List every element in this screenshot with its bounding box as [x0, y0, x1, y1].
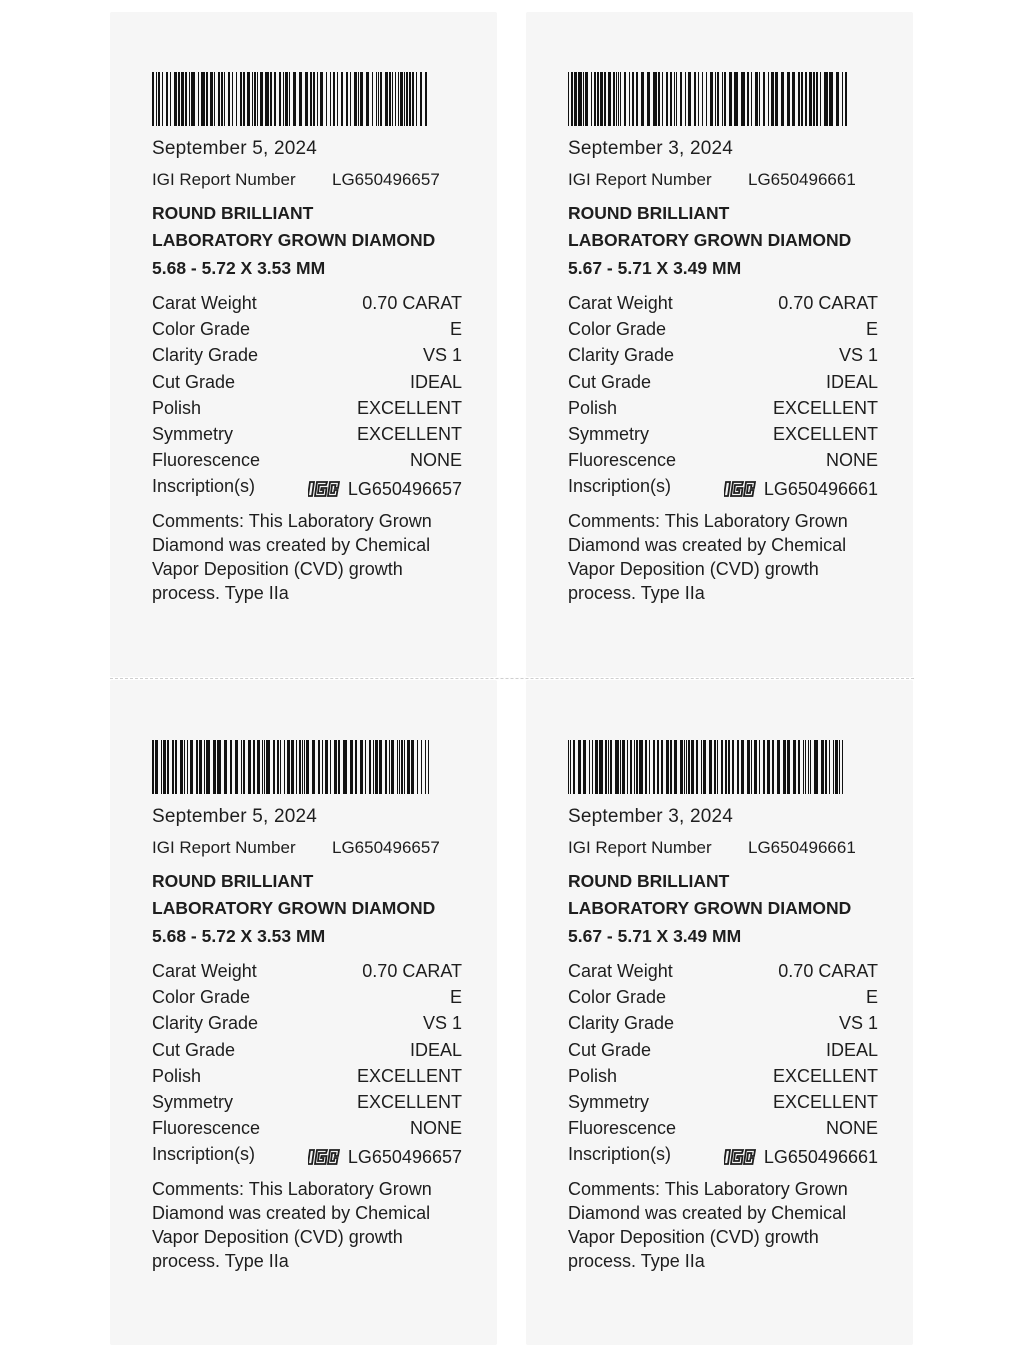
igi-report-card [526, 12, 913, 677]
grade-row [152, 319, 462, 345]
measurements: 5.67 - 5.71 X 3.49 MM [568, 926, 742, 946]
grade-row [152, 1066, 462, 1092]
grade-value: EXCELLENT [356, 1091, 462, 1112]
shape-title: ROUND BRILLIANT [568, 203, 730, 223]
grades-list [152, 293, 462, 476]
inscription-label: Inscription(s) [568, 1144, 672, 1165]
igi-report-card [110, 680, 497, 1345]
grade-label: Carat Weight [152, 961, 257, 981]
inscription-label: Inscription(s) [152, 476, 256, 497]
grade-row [152, 1092, 462, 1118]
report-number: LG650496661 [748, 838, 856, 857]
grade-label: Polish [568, 1065, 618, 1086]
grade-label: Cut Grade [152, 1039, 236, 1060]
comments-text: Comments: This Laboratory Grown Diamond was created by Chemical Vapor Deposition (CVD) growth process. Type IIa [152, 1178, 432, 1272]
grade-label: Color Grade [152, 987, 251, 1008]
barcode-icon [568, 72, 848, 126]
igi-report-card [110, 12, 497, 677]
grade-label: Symmetry [568, 1091, 649, 1112]
report-number-label: IGI Report Number [568, 170, 712, 189]
comments-text: Comments: This Laboratory Grown Diamond was created by Chemical Vapor Deposition (CVD) growth process. Type IIa [568, 1178, 848, 1272]
report-date: September 5, 2024 [152, 138, 318, 159]
grade-value: 0.70 CARAT [362, 293, 462, 313]
report-number-label: IGI Report Number [152, 838, 296, 857]
grade-label: Clarity Grade [152, 1013, 259, 1034]
grade-label: Color Grade [568, 987, 667, 1008]
comments-text: Comments: This Laboratory Grown Diamond was created by Chemical Vapor Deposition (CVD) growth process. Type IIa [568, 510, 848, 604]
igi-logo-icon [308, 1148, 342, 1166]
barcode-icon [152, 740, 432, 794]
report-date: September 3, 2024 [568, 138, 734, 159]
inscription-label: Inscription(s) [568, 476, 672, 497]
grade-value: 0.70 CARAT [362, 961, 462, 981]
grade-row [152, 345, 462, 371]
inscription-value: LG650496657 [347, 478, 462, 499]
grade-label: Polish [152, 397, 202, 418]
grade-value: VS 1 [838, 1013, 878, 1034]
grade-value: 0.70 CARAT [778, 961, 878, 981]
igi-logo-icon [308, 480, 342, 498]
grade-value: EXCELLENT [356, 1065, 462, 1086]
diamond-type-title: LABORATORY GROWN DIAMOND [568, 230, 852, 250]
grade-row [568, 1013, 878, 1039]
igi-logo-icon [724, 1148, 758, 1166]
grade-label: Fluorescence [568, 450, 677, 471]
inscription-value: LG650496657 [347, 1146, 462, 1167]
grade-row [568, 293, 878, 319]
grade-label: Cut Grade [568, 371, 652, 392]
report-number: LG650496657 [332, 838, 440, 857]
grade-label: Clarity Grade [568, 345, 675, 366]
grade-value: NONE [825, 450, 878, 471]
grade-label: Polish [152, 1065, 202, 1086]
grade-value: IDEAL [825, 371, 878, 392]
grade-value: 0.70 CARAT [778, 293, 878, 313]
grade-row [152, 1013, 462, 1039]
barcode-icon [152, 72, 432, 126]
report-number-label: IGI Report Number [152, 170, 296, 189]
grade-label: Carat Weight [568, 293, 673, 313]
grade-row [568, 1118, 878, 1144]
grade-row [152, 450, 462, 476]
grade-label: Cut Grade [152, 371, 236, 392]
grade-value: E [449, 319, 462, 340]
grade-label: Fluorescence [152, 1118, 261, 1139]
grade-label: Fluorescence [568, 1118, 677, 1139]
grade-label: Color Grade [568, 319, 667, 340]
grade-label: Polish [568, 397, 618, 418]
grade-label: Symmetry [152, 423, 233, 444]
grade-value: IDEAL [409, 371, 462, 392]
grade-row [568, 1066, 878, 1092]
grade-label: Cut Grade [568, 1039, 652, 1060]
grade-row [152, 961, 462, 987]
inscription-value: LG650496661 [763, 1146, 878, 1167]
cut-line-divider [110, 678, 914, 679]
grade-label: Carat Weight [152, 293, 257, 313]
grade-row [568, 319, 878, 345]
grade-value: IDEAL [825, 1039, 878, 1060]
grade-label: Fluorescence [152, 450, 261, 471]
grade-value: NONE [409, 1118, 462, 1139]
shape-title: ROUND BRILLIANT [152, 871, 314, 891]
grade-row [568, 424, 878, 450]
grade-value: EXCELLENT [772, 1091, 878, 1112]
report-date: September 3, 2024 [568, 806, 734, 827]
grade-value: EXCELLENT [356, 423, 462, 444]
grade-value: EXCELLENT [772, 1065, 878, 1086]
grade-label: Clarity Grade [152, 345, 259, 366]
grade-row [152, 1040, 462, 1066]
diamond-type-title: LABORATORY GROWN DIAMOND [568, 898, 852, 918]
grade-row [152, 293, 462, 319]
grade-row [568, 345, 878, 371]
grades-list [152, 961, 462, 1144]
grade-row [152, 1118, 462, 1144]
measurements: 5.68 - 5.72 X 3.53 MM [152, 926, 326, 946]
diamond-type-title: LABORATORY GROWN DIAMOND [152, 898, 436, 918]
report-number-label: IGI Report Number [568, 838, 712, 857]
grade-value: VS 1 [422, 1013, 462, 1034]
igi-logo-icon [724, 480, 758, 498]
grade-value: E [865, 319, 878, 340]
grades-list [568, 961, 878, 1144]
grade-value: IDEAL [409, 1039, 462, 1060]
grade-label: Symmetry [568, 423, 649, 444]
grade-row [568, 372, 878, 398]
grade-value: NONE [825, 1118, 878, 1139]
measurements: 5.67 - 5.71 X 3.49 MM [568, 258, 742, 278]
report-number: LG650496657 [332, 170, 440, 189]
grade-label: Carat Weight [568, 961, 673, 981]
grade-row [152, 398, 462, 424]
grade-row [568, 987, 878, 1013]
inscription-label: Inscription(s) [152, 1144, 256, 1165]
grade-label: Clarity Grade [568, 1013, 675, 1034]
shape-title: ROUND BRILLIANT [152, 203, 314, 223]
grade-value: EXCELLENT [356, 397, 462, 418]
grade-row [152, 424, 462, 450]
grade-row [568, 1092, 878, 1118]
grade-row [568, 1040, 878, 1066]
comments-text: Comments: This Laboratory Grown Diamond was created by Chemical Vapor Deposition (CVD) growth process. Type IIa [152, 510, 432, 604]
barcode-icon [568, 740, 848, 794]
inscription-value: LG650496661 [763, 478, 878, 499]
report-date: September 5, 2024 [152, 806, 318, 827]
grade-row [568, 961, 878, 987]
grade-row [568, 398, 878, 424]
grade-label: Color Grade [152, 319, 251, 340]
grade-value: EXCELLENT [772, 423, 878, 444]
grade-value: E [865, 987, 878, 1008]
grade-row [568, 450, 878, 476]
shape-title: ROUND BRILLIANT [568, 871, 730, 891]
grade-value: E [449, 987, 462, 1008]
grade-label: Symmetry [152, 1091, 233, 1112]
report-number: LG650496661 [748, 170, 856, 189]
grade-value: NONE [409, 450, 462, 471]
measurements: 5.68 - 5.72 X 3.53 MM [152, 258, 326, 278]
grade-row [152, 987, 462, 1013]
grade-value: VS 1 [838, 345, 878, 366]
grades-list [568, 293, 878, 476]
grade-value: EXCELLENT [772, 397, 878, 418]
diamond-type-title: LABORATORY GROWN DIAMOND [152, 230, 436, 250]
grade-row [152, 372, 462, 398]
grade-value: VS 1 [422, 345, 462, 366]
igi-report-card [526, 680, 913, 1345]
